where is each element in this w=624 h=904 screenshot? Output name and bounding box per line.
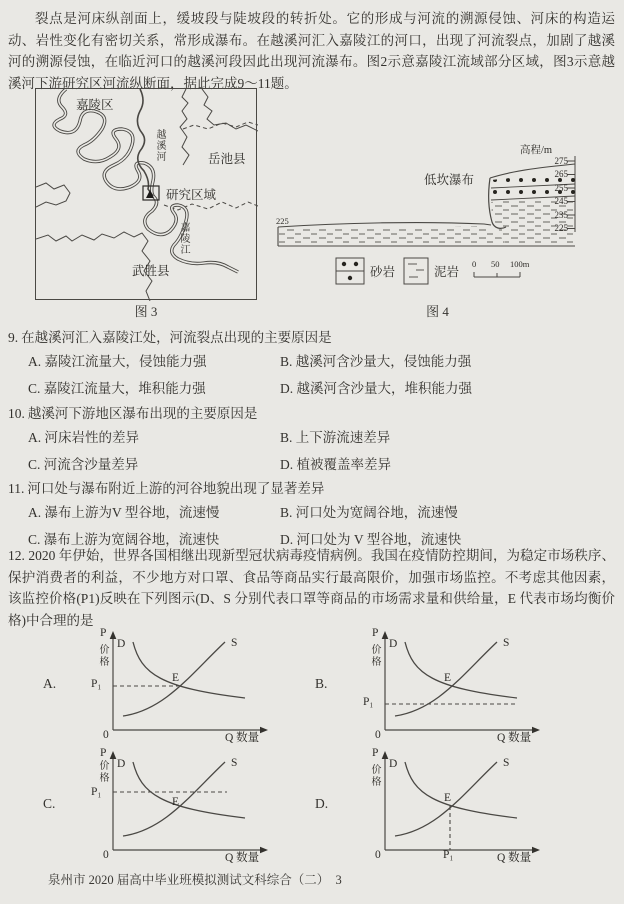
demand-curve (133, 642, 245, 698)
figure3-map (35, 88, 257, 300)
option-9b: B. 越溪河含沙量大，侵蚀能力强 (280, 354, 472, 369)
label-yuechi-county: 岳池县 (208, 152, 246, 166)
diagram-b (307, 627, 579, 744)
diagram-b-figure (339, 627, 564, 744)
question-11-number: 11. (8, 481, 25, 496)
p1-label: P₁ (91, 678, 102, 690)
figure3-caption: 图 3 (134, 304, 158, 319)
boundary-line (180, 89, 189, 165)
mudstone-region-left (278, 226, 506, 245)
question-9-options (8, 349, 618, 402)
option-10c: C. 河流含沙量差异 (28, 456, 139, 472)
demand-label: D (389, 758, 398, 770)
question-12-diagrams (35, 627, 580, 864)
demand-label: D (389, 638, 398, 650)
diagram-d-letter: D. (315, 796, 329, 811)
legend-sandstone-label: 砂岩 (370, 265, 396, 279)
question-11-text: 河口处与瀑布附近上游的河谷地貌出现了显著差异 (27, 481, 325, 496)
diagram-d (307, 747, 579, 864)
water-surface-line (278, 223, 491, 227)
demand-label: D (117, 638, 126, 650)
equilibrium-label: E (444, 792, 452, 804)
origin-label: 0 (375, 849, 381, 861)
question-11-stem (8, 478, 618, 500)
question-10-text: 越溪河下游地区瀑布出现的主要原因是 (27, 406, 258, 421)
left-elevation-label: 225 (276, 216, 289, 226)
scale-50: 50 (491, 259, 500, 269)
waterfall-label: 低坎瀑布 (424, 173, 475, 187)
option-11c: C. 瀑布上游为宽阔谷地，流速快 (28, 531, 220, 547)
question-9-stem (8, 327, 618, 349)
figure4-caption: 图 4 (426, 304, 449, 319)
scale-100m: 100m (510, 259, 530, 269)
label-yuexi-river: 越溪河 (154, 129, 165, 162)
q-axis-label: Q 数量 (225, 732, 260, 744)
option-11a: A. 瀑布上游为V 型谷地，流速慢 (28, 505, 220, 520)
origin-label: 0 (375, 729, 381, 741)
q-axis-label: Q 数量 (497, 732, 532, 744)
question-10-stem (8, 403, 618, 425)
scale-bar (474, 272, 520, 277)
demand-curve (405, 642, 517, 698)
diagram-c-figure (67, 747, 292, 864)
p1-label: P₁ (363, 696, 374, 708)
question-9-number: 9. (8, 330, 19, 345)
p-axis-label: P (100, 627, 107, 639)
diagram-c (35, 747, 307, 864)
label-study-area: 研究区域 (166, 188, 217, 202)
supply-label: S (231, 757, 238, 769)
boundary-line (202, 89, 258, 131)
supply-label: S (231, 637, 238, 649)
question-10-number: 10. (8, 406, 25, 421)
diagram-a-figure (67, 627, 292, 744)
legend-mudstone-box (404, 258, 428, 284)
diagram-a (35, 627, 307, 744)
figure4-cross-section (270, 140, 605, 300)
diagram-d-figure (339, 747, 564, 864)
tick-275: 275 (554, 156, 568, 166)
option-9a: A. 嘉陵江流量大，侵蚀能力强 (28, 354, 207, 369)
diagram-c-letter: C. (43, 796, 56, 811)
label-jialing-district: 嘉陵区 (76, 98, 114, 112)
option-11b: B. 河口处为宽阔谷地，流速慢 (280, 505, 458, 520)
demand-label: D (117, 758, 126, 770)
diagram-a-letter: A. (43, 676, 57, 691)
page-footer: 泉州市 2020 届高中毕业班模拟测试文科综合（二） 3 (48, 873, 342, 887)
tick-265: 265 (554, 169, 568, 179)
elevation-axis-label: 高程/m (520, 145, 553, 156)
intro-paragraph: 裂点是河床纵剖面上，缓坡段与陡坡段的转折处。它的形成与河流的溯源侵蚀、河床的构造运动、岩性变化有密切关系，常形成瀑布。在越溪河汇入嘉陵江的河口，出现了河流裂点，加剧了越溪河的溯源侵蚀，在临近河口的越溪河段因此出现河流瀑布。图2示意嘉陵江流域部分区域，图3示意越溪河下游研究区河流纵断面，据此完成9～11题。 (8, 11, 615, 91)
tick-235: 235 (554, 210, 568, 220)
option-11d: D. 河口处为 V 型谷地，流速快 (280, 531, 462, 547)
label-wusheng-county: 武胜县 (132, 264, 170, 278)
p-axis-label: P (372, 627, 379, 639)
p-axis-label: P (372, 747, 379, 759)
origin-label: 0 (103, 849, 109, 861)
tick-225: 225 (554, 223, 568, 233)
option-10b: B. 上下游流速差异 (280, 430, 391, 445)
equilibrium-label: E (444, 672, 452, 684)
question-9-text: 在越溪河汇入嘉陵江处，河流裂点出现的主要原因是 (21, 330, 332, 345)
p1-label: P₁ (443, 849, 454, 861)
tick-245: 245 (554, 196, 568, 206)
question-10-options (8, 425, 618, 478)
supply-label: S (503, 757, 510, 769)
price-label: 价格 (97, 760, 108, 784)
q-axis-label: Q 数量 (225, 852, 260, 864)
demand-curve (133, 762, 245, 818)
option-10a: A. 河床岩性的差异 (28, 430, 139, 445)
option-10d: D. 植被覆盖率差异 (280, 456, 391, 472)
question-10 (8, 403, 618, 478)
demand-curve (405, 762, 517, 818)
price-label: 价格 (369, 644, 380, 668)
price-label: 价格 (97, 644, 108, 668)
diagram-b-letter: B. (315, 676, 328, 691)
legend-mudstone-label: 泥岩 (434, 265, 460, 279)
option-9d: D. 越溪河含沙量大，堆积能力强 (280, 380, 472, 396)
option-9c: C. 嘉陵江流量大，堆积能力强 (28, 380, 206, 396)
origin-label: 0 (103, 729, 109, 741)
question-12-stem: 12. 2020 年伊始，世界各国相继出现新型冠状病毒疫情病例。我国在疫情防控期间，为稳定市场秩序、保护消费者的利益，不少地方对口罩、食品等商品实行最高限价，加强市场监控。不考虑其他因素，该监控价格(P1)反映在下列图示(D、S 分别代表口罩等商品的市场需求量和供给量，E 代表市场均衡价格)中合理的是 (8, 548, 615, 628)
question-9 (8, 327, 618, 402)
q-axis-label: Q 数量 (497, 852, 532, 864)
boundary-line (36, 183, 70, 207)
legend-mud-dashes (408, 264, 424, 277)
p1-label: P₁ (91, 786, 102, 798)
scale-0: 0 (472, 259, 477, 269)
equilibrium-label: E (172, 672, 180, 684)
supply-label: S (503, 637, 510, 649)
p-axis-label: P (100, 747, 107, 759)
question-11 (8, 478, 618, 553)
price-label: 价格 (369, 764, 380, 788)
tick-255: 255 (554, 183, 568, 193)
equilibrium-label: E (172, 796, 180, 808)
label-jialing-river: 嘉陵江 (178, 222, 189, 255)
